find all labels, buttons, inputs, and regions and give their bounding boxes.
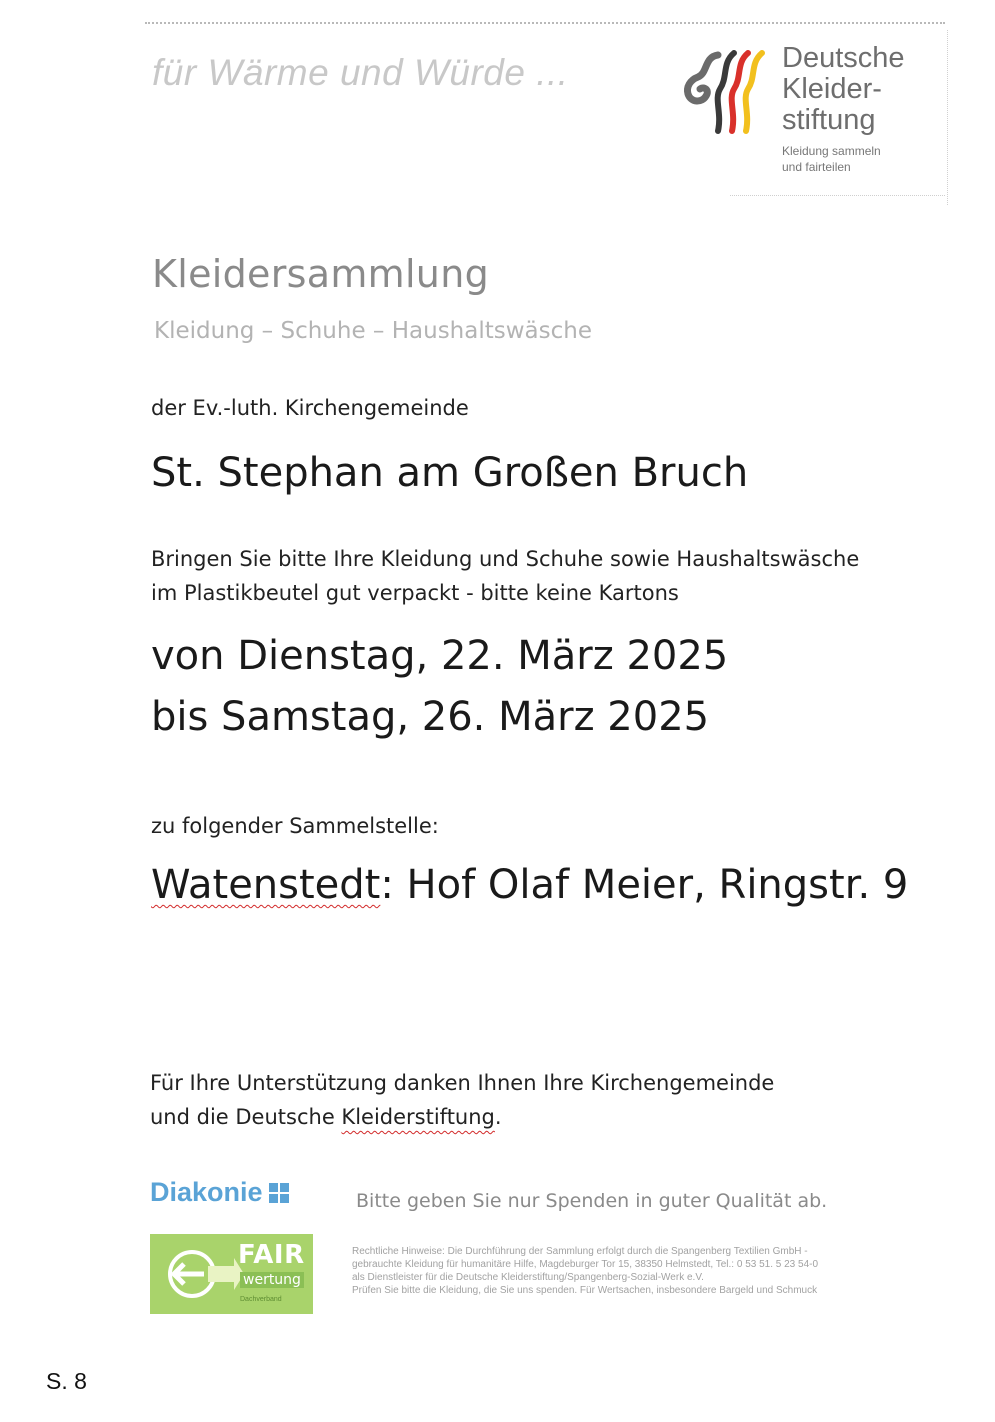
parish-intro: der Ev.-luth. Kirchengemeinde: [151, 396, 469, 420]
page-number: S. 8: [46, 1368, 87, 1394]
date-from: von Dienstag, 22. März 2025: [151, 633, 729, 679]
location-address: : Hof Olaf Meier, Ringstr. 9: [380, 862, 909, 908]
fair-wertung-badge: [150, 1234, 313, 1314]
diakonie-wordmark: Diakonie: [150, 1177, 263, 1207]
logo-name-line: stiftung: [782, 104, 876, 136]
tagline: für Wärme und Würde ...: [152, 52, 569, 93]
legal-line: gebrauchte Kleidung für humanitäre Hilfe, Magdeburger Tor 15, 38350 Helmstedt, Tel.: 0 53 51. 5 23 54-0: [352, 1259, 819, 1270]
instruction-line: im Plastikbeutel gut verpackt - bitte keine Kartons: [151, 581, 679, 605]
logo-name-line: Kleider-: [782, 73, 882, 105]
kleiderstiftung-logo-icon: [682, 47, 777, 137]
thank-you-note: [150, 1066, 774, 1134]
logo-grey-loop: [687, 55, 718, 101]
exchange-arrows-icon: [164, 1246, 244, 1302]
fair-tiny-caption: Dachverband: [240, 1296, 282, 1303]
thanks-org: Kleiderstiftung: [341, 1105, 495, 1129]
thanks-line-2: [150, 1100, 774, 1134]
diakonie-logo: [150, 1177, 289, 1208]
legal-line: als Dienstleister für die Deutsche Kleiderstiftung/Spangenberg-Sozial-Werk e.V.: [352, 1272, 704, 1283]
legal-line: Prüfen Sie bitte die Kleidung, die Sie uns spenden. Für Wertsachen, insbesondere Bargeld und Schmuck: [352, 1285, 818, 1296]
date-to: bis Samstag, 26. März 2025: [151, 694, 710, 740]
page-title: Kleidersammlung: [152, 252, 489, 296]
location-place: Watenstedt: [151, 862, 381, 908]
logo-box-border: [947, 30, 948, 205]
logo-claim-line: Kleidung sammeln: [782, 144, 881, 158]
diakonie-cross-icon: [269, 1183, 289, 1203]
parish-name: St. Stephan am Großen Bruch: [151, 450, 749, 496]
instruction-line: Bringen Sie bitte Ihre Kleidung und Schuhe sowie Haushaltswäsche: [151, 547, 860, 571]
thanks-suffix: .: [494, 1105, 502, 1129]
fair-sub: wertung: [240, 1272, 304, 1288]
logo-yellow-stripe: [746, 53, 762, 131]
top-dotted-border: [145, 22, 945, 24]
logo-wordmark: [782, 43, 905, 136]
location-intro: zu folgender Sammelstelle:: [151, 814, 439, 838]
collection-dates: [151, 626, 728, 748]
logo-claim-line: und fairteilen: [782, 160, 851, 174]
drop-off-instructions: [151, 542, 859, 610]
quality-note: Bitte geben Sie nur Spenden in guter Qualität ab.: [356, 1190, 828, 1212]
legal-line: Rechtliche Hinweise: Die Durchführung der Sammlung erfolgt durch die Spangenberg Textilien GmbH -: [352, 1246, 808, 1257]
logo-name-line: Deutsche: [782, 42, 905, 74]
logo-claim: [782, 143, 881, 175]
legal-notice: [352, 1245, 952, 1297]
collection-location: [151, 862, 908, 908]
thanks-line-1: Für Ihre Unterstützung danken Ihnen Ihre Kirchengemeinde: [150, 1071, 775, 1095]
fair-word: FAIR: [238, 1240, 305, 1270]
thanks-prefix: und die Deutsche: [150, 1105, 342, 1129]
page-subtitle: Kleidung – Schuhe – Haushaltswäsche: [154, 318, 593, 344]
logo-box-bottom-border: [730, 195, 945, 196]
